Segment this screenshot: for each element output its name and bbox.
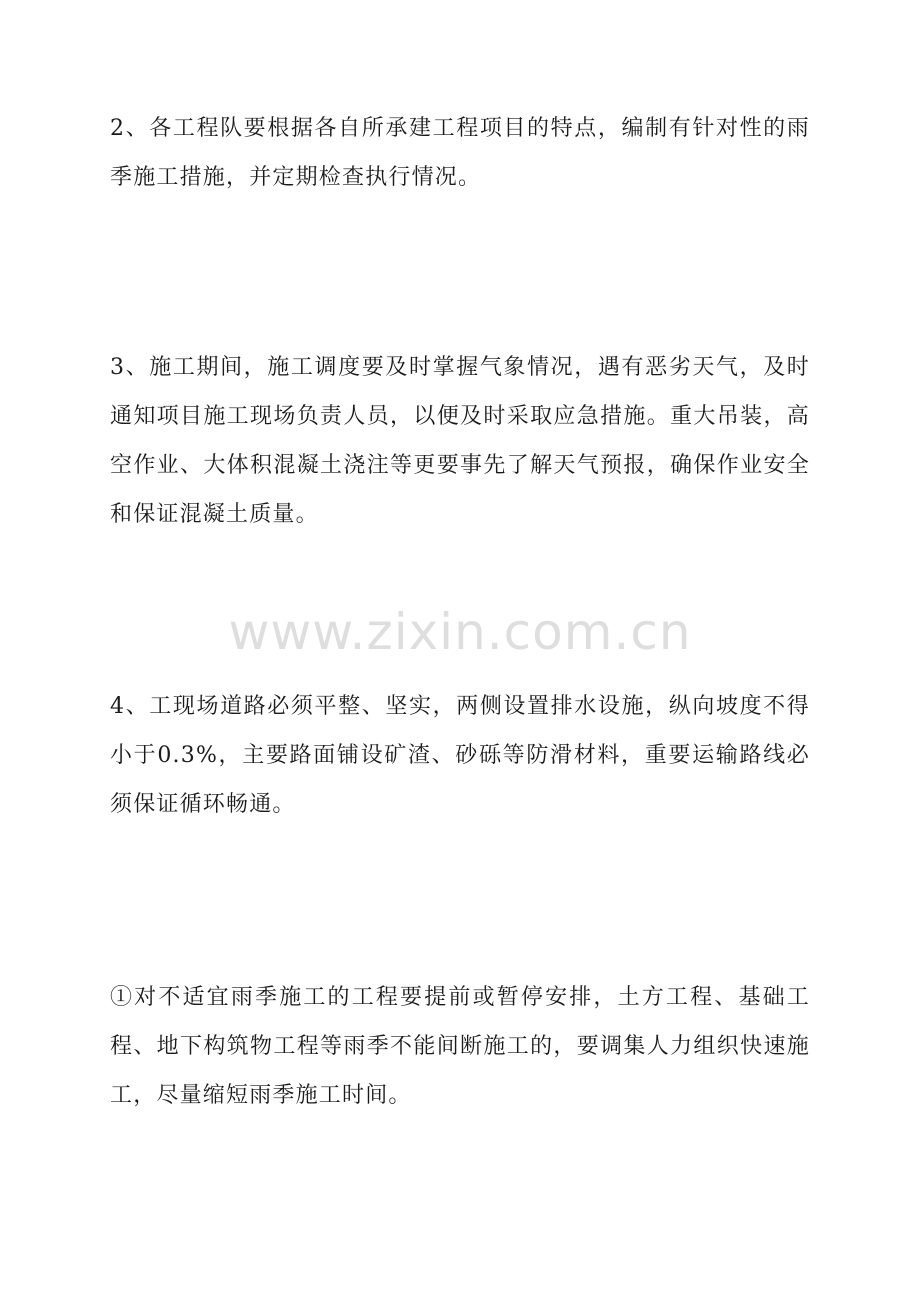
paragraph-item-circled-1: ①对不适宜雨季施工的工程要提前或暂停安排，土方工程、基础工程、地下构筑物工程等雨季不能间断施工的，要调集人力组织快速施工，尽量缩短雨季施工时间。 xyxy=(110,985,810,1108)
paragraph-item-4: 4、工现场道路必须平整、坚实，两侧设置排水设施，纵向坡度不得小于0.3%，主要路面铺设矿渣、砂砾等防滑材料，重要运输路线必须保证循环畅通。 xyxy=(110,694,810,817)
paragraph-item-2: 2、各工程队要根据各自所承建工程项目的特点，编制有针对性的雨季施工措施，并定期检查执行情况。 xyxy=(110,116,810,190)
paragraph-item-3: 3、施工期间，施工调度要及时掌握气象情况，遇有恶劣天气，及时通知项目施工现场负责人员，以便及时采取应急措施。重大吊装，高空作业、大体积混凝土浇注等更要事先了解天气预报，确保作业安全和保证混凝土质量。 xyxy=(110,355,810,527)
site-watermark: www.zixin.com.cn xyxy=(228,603,692,661)
